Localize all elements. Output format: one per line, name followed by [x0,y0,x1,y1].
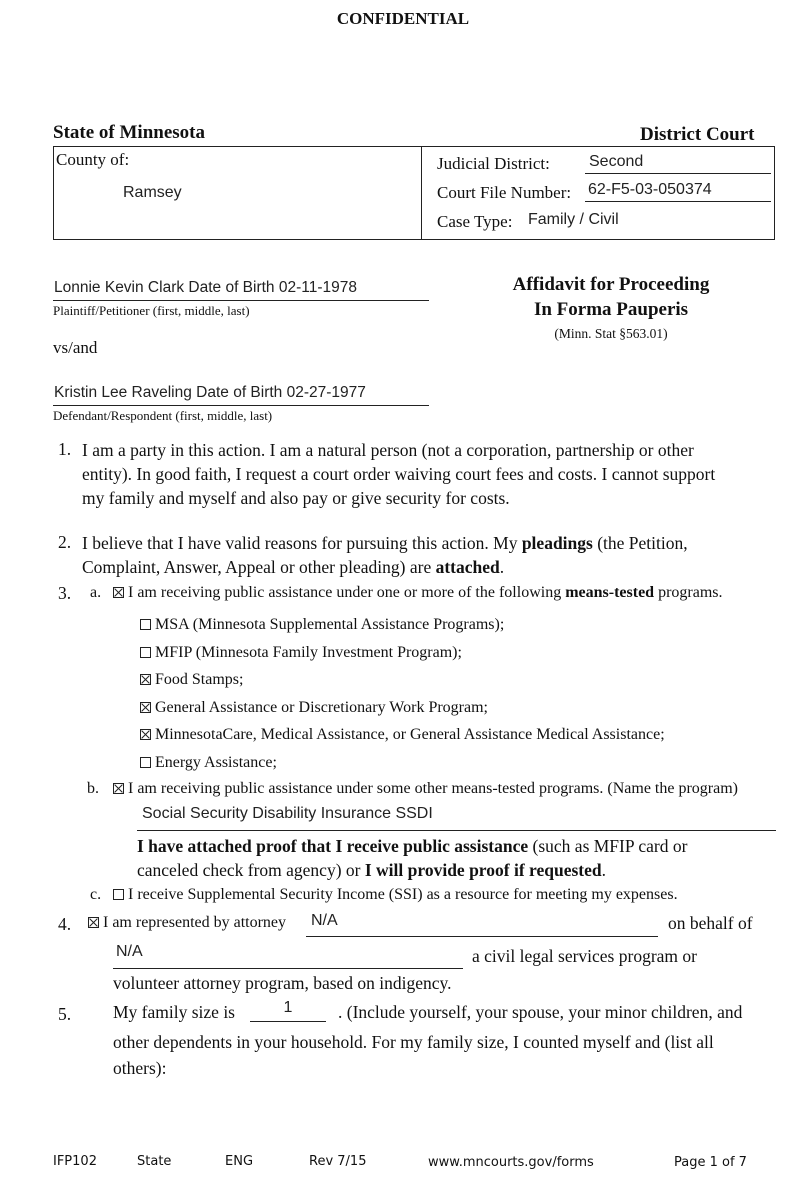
title-line-2: In Forma Pauperis [533,299,689,320]
program-checkbox[interactable] [140,702,151,713]
program-label: Food Stamps; [155,671,244,688]
proof-line [137,834,777,858]
district-field[interactable]: Second [585,153,771,174]
program-option-energy [140,749,665,777]
program-option-food-stamps [140,666,665,694]
item-3c-row [113,886,678,904]
item-1-number: 1. [58,439,72,459]
item-3a-text: I am receiving public assistance under one or more of the following [128,584,566,601]
means-tested-bold: means-tested [565,584,655,601]
case-type-label: Case Type: [437,212,513,231]
program-checkbox[interactable] [140,757,151,768]
proof-bold: I will provide proof if requested [364,860,602,880]
item-5-line: other dependents in your household. For my family size, I counted myself and (list all [113,1032,714,1052]
attached-bold: attached [435,557,500,577]
case-box-divider [421,147,422,239]
program-label: MSA (Minnesota Supplemental Assistance Programs); [155,616,505,633]
footer-form-id: IFP102 [53,1154,97,1169]
item-1-text [82,438,782,510]
other-program-field[interactable]: Social Security Disability Insurance SSDI [137,805,776,831]
item-2-text-part: . [499,557,505,577]
item-4-number: 4. [58,914,72,934]
program-option-minnesotacare [140,721,665,749]
item-2-text-part: (the Petition, [592,533,688,553]
attorney-field[interactable]: N/A [306,912,658,937]
program-label: MFIP (Minnesota Family Investment Program); [155,643,462,661]
item-4-checkbox[interactable] [88,917,99,928]
statute-reference: (Minn. Stat §563.01) [554,326,668,341]
item-5-line: others): [113,1058,167,1078]
family-size-field[interactable]: 1 [250,999,326,1022]
county-value: Ramsey [123,184,182,201]
proof-text: (such as MFIP card or [528,836,688,856]
program-checkbox[interactable] [140,674,151,685]
program-list [140,611,665,776]
district-label: Judicial District: [437,154,550,173]
program-option-msa [140,611,665,639]
proof-bold: I have attached proof that I receive public assistance [137,836,529,856]
item-1-line: my family and myself and also pay or give security for costs. [82,488,510,508]
program-option-mfip [140,639,665,667]
item-2-line [82,531,782,555]
item-4-text: a civil legal services program or [472,946,697,966]
item-3c-label: c. [90,886,102,903]
defendant-field[interactable]: Kristin Lee Raveling Date of Birth 02-27-1977 [53,384,429,406]
item-4-text: on behalf of [668,913,753,933]
item-3-number: 3. [58,583,72,603]
title-line-1: Affidavit for Proceeding [512,274,710,295]
item-1-line: entity). In good faith, I request a court order waiving court fees and costs. I cannot support [82,464,716,484]
proof-text: . [601,860,606,880]
item-2-text-part: I believe that I have valid reasons for pursuing this action. My [82,533,522,553]
defendant-caption: Defendant/Respondent (first, middle, last) [53,408,273,423]
program-checkbox[interactable] [140,729,151,740]
footer-page-number: Page 1 of 7 [674,1155,747,1170]
item-3c-checkbox[interactable] [113,889,124,900]
pleadings-bold: pleadings [521,533,593,553]
footer-url[interactable]: www.mncourts.gov/forms [428,1155,594,1170]
item-2-number: 2. [58,532,72,552]
plaintiff-field[interactable]: Lonnie Kevin Clark Date of Birth 02-11-1978 [53,279,429,301]
proof-statement [137,834,777,882]
program-option-general-assistance [140,694,665,722]
confidential-heading: CONFIDENTIAL [336,9,470,28]
program-checkbox[interactable] [140,619,151,630]
footer-revision: Rev 7/15 [309,1154,367,1169]
plaintiff-caption: Plaintiff/Petitioner (first, middle, last) [53,303,250,318]
item-5-continued [113,1029,783,1081]
court-label: District Court [640,124,755,145]
proof-text: canceled check from agency) or [137,860,365,880]
item-3b-checkbox[interactable] [113,783,124,794]
item-2-line [82,555,782,579]
proof-line [137,858,777,882]
footer-state: State [137,1154,172,1169]
item-3a-label: a. [90,584,102,601]
item-3b-row [113,780,738,798]
item-3a-row [113,584,723,602]
vs-label: vs/and [53,338,98,357]
item-1-line: I am a party in this action. I am a natural person (not a corporation, partnership or other [82,440,694,460]
state-label: State of Minnesota [53,122,205,143]
item-3b-label: b. [87,780,99,797]
case-type-field[interactable]: Family / Civil [528,211,619,228]
item-3c-text: I receive Supplemental Security Income (SSI) as a resource for meeting my expenses. [128,886,678,903]
item-3b-text: I am receiving public assistance under some other means-tested programs. (Name the program) [128,780,739,797]
legal-services-field[interactable]: N/A [113,943,463,969]
item-5-number: 5. [58,1004,72,1024]
item-2-text [82,531,782,579]
county-label: County of: [56,150,130,169]
program-checkbox[interactable] [140,647,151,658]
program-label: Energy Assistance; [155,753,277,771]
item-5-text: . (Include yourself, your spouse, your minor children, and [338,1002,743,1022]
item-3a-text: programs. [654,584,723,601]
file-number-label: Court File Number: [437,183,572,202]
item-3a-checkbox[interactable] [113,587,124,598]
program-label: General Assistance or Discretionary Work Program; [155,698,488,716]
item-5-text: My family size is [113,1002,235,1022]
item-4-text: volunteer attorney program, based on indigency. [113,973,452,993]
item-4-text: I am represented by attorney [103,914,287,931]
program-label: MinnesotaCare, Medical Assistance, or General Assistance Medical Assistance; [155,726,665,743]
item-4-row [88,914,286,932]
form-title [451,272,771,322]
item-2-text-part: Complaint, Answer, Appeal or other pleading) are [82,557,436,577]
file-number-field[interactable]: 62-F5-03-050374 [585,181,771,202]
footer-language: ENG [225,1154,254,1169]
